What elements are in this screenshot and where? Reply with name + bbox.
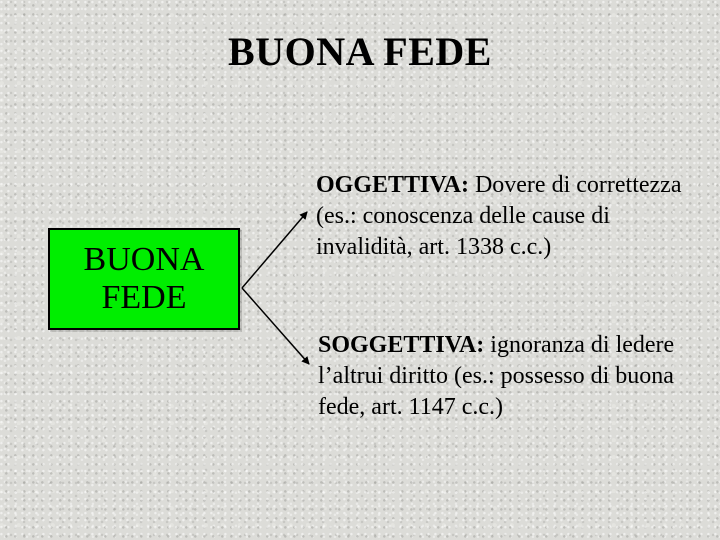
- branch-oggettiva-heading: OGGETTIVA:: [316, 172, 469, 198]
- branch-soggettiva: [318, 330, 703, 423]
- branch-oggettiva-text: Dovere di correttezza (es.: conoscenza delle cause di invalidità, art. 1338 c.c.): [316, 172, 682, 260]
- box-label: [69, 241, 219, 317]
- box-label-line2: FEDE: [101, 279, 187, 316]
- box-label-line1: BUONA: [83, 241, 205, 278]
- arrow-to-soggettiva: [242, 288, 309, 364]
- buona-fede-box: [48, 228, 240, 330]
- branch-soggettiva-heading: SOGGETTIVA:: [318, 332, 485, 358]
- slide-title: BUONA FEDE: [228, 29, 492, 74]
- branch-oggettiva: [316, 170, 706, 263]
- branch-soggettiva-text: ignoranza di ledere l’altrui diritto (es.: possesso di buona fede, art. 1147 c.c.): [318, 332, 675, 420]
- arrow-to-oggettiva: [242, 212, 307, 288]
